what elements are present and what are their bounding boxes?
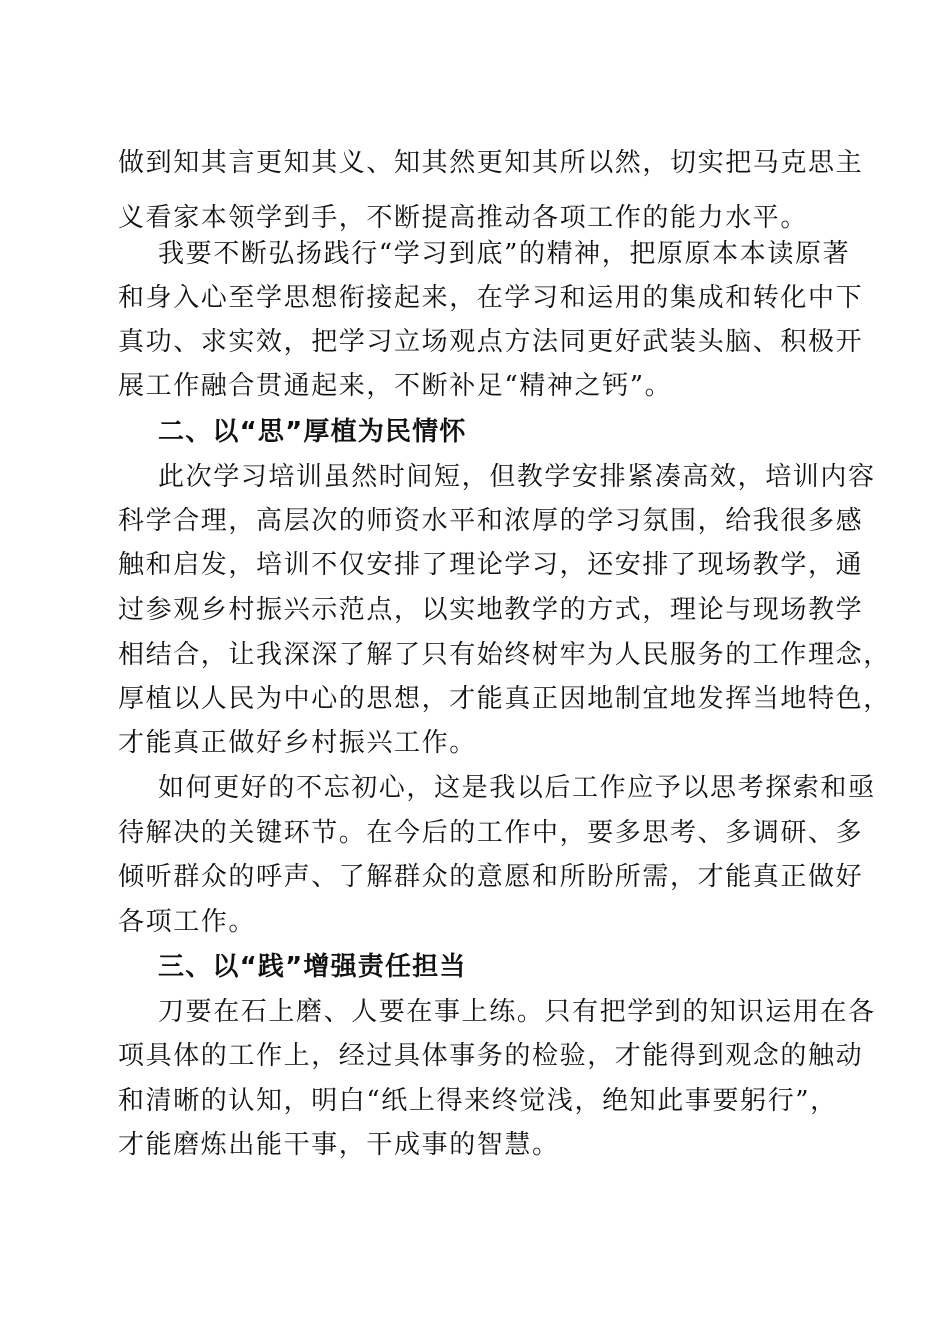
section-heading: 三、以“践”增强责任担当 xyxy=(158,952,467,982)
paragraph-line: 才能真正做好乡村振兴工作。 xyxy=(118,728,477,758)
paragraph-line: 厚植以人民为中心的思想，才能真正因地制宜地发挥当地特色， xyxy=(118,684,891,714)
paragraph-line: 和清晰的认知，明白“纸上得来终觉浅，绝知此事要躬行”， xyxy=(118,1086,838,1116)
paragraph-line: 项具体的工作上，经过具体事务的检验，才能得到观念的触动 xyxy=(118,1041,864,1071)
paragraph-line: 如何更好的不忘初心，这是我以后工作应予以思考探索和亟 xyxy=(158,773,876,803)
paragraph-line: 做到知其言更知其义、知其然更知其所以然，切实把马克思主 xyxy=(118,148,864,178)
paragraph-line: 刀要在石上磨、人要在事上练。只有把学到的知识运用在各 xyxy=(158,997,876,1027)
paragraph-line: 倾听群众的呼声、了解群众的意愿和所盼所需，才能真正做好 xyxy=(118,862,864,892)
paragraph-line: 真功、求实效，把学习立场观点方法同更好武装头脑、积极开 xyxy=(118,327,864,357)
paragraph-line: 科学合理，高层次的师资水平和浓厚的学习氛围，给我很多感 xyxy=(118,506,864,536)
paragraph-line: 触和启发，培训不仅安排了理论学习，还安排了现场教学，通 xyxy=(118,550,864,580)
paragraph-line: 和身入心至学思想衔接起来，在学习和运用的集成和转化中下 xyxy=(118,283,864,313)
paragraph-line: 我要不断弘扬践行“学习到底”的精神，把原原本本读原著 xyxy=(158,239,851,269)
paragraph-line: 各项工作。 xyxy=(118,907,257,937)
section-heading: 二、以“思”厚植为民情怀 xyxy=(158,417,467,447)
paragraph-line: 待解决的关键环节。在今后的工作中，要多思考、多调研、多 xyxy=(118,818,864,848)
paragraph-line: 才能磨炼出能干事，干成事的智慧。 xyxy=(118,1130,560,1160)
paragraph-line: 相结合，让我深深了解了只有始终树牢为人民服务的工作理念， xyxy=(118,640,891,670)
paragraph-line: 展工作融合贯通起来，不断补足“精神之钙”。 xyxy=(118,371,673,401)
paragraph-line: 过参观乡村振兴示范点，以实地教学的方式，理论与现场教学 xyxy=(118,595,864,625)
paragraph-line: 此次学习培训虽然时间短，但教学安排紧凑高效，培训内容 xyxy=(158,462,876,492)
paragraph-line: 义看家本领学到手，不断提高推动各项工作的能力水平。 xyxy=(118,203,809,233)
